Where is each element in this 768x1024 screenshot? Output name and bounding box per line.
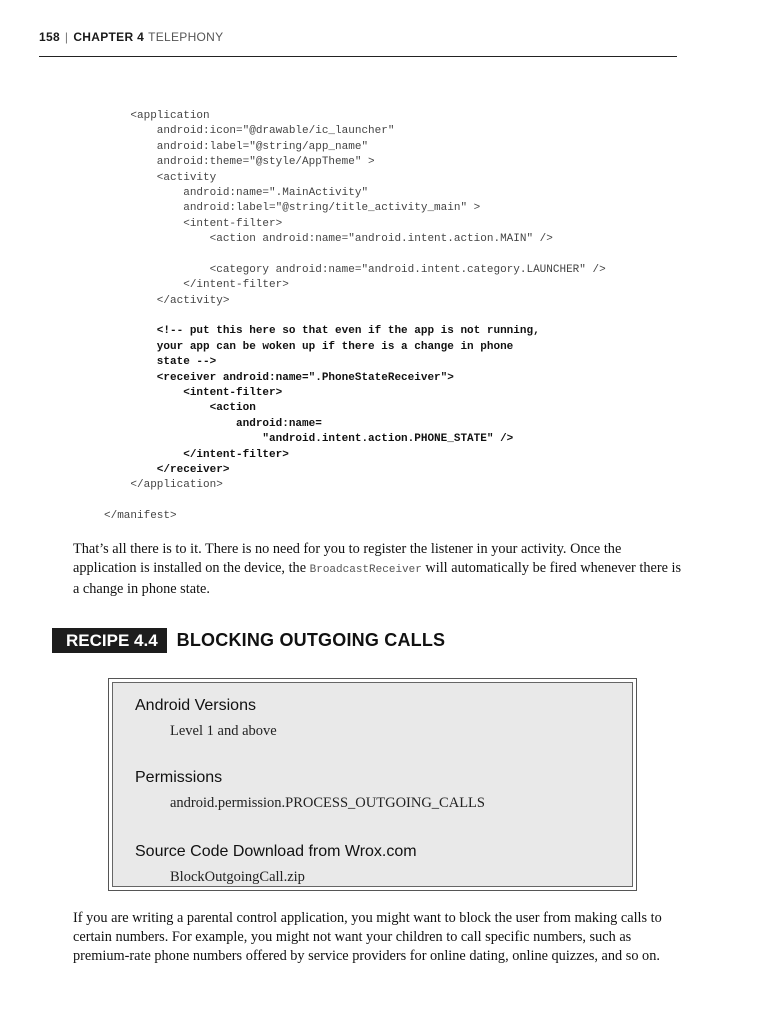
code-line: <category android:name="android.intent.category.LAUNCHER" />	[104, 263, 606, 276]
paragraph-text: will automatically be fired whenever there is a change in phone state.	[73, 560, 682, 597]
code-line: <intent-filter>	[104, 217, 283, 230]
code-line: android:name=	[104, 417, 322, 430]
source-code-label: Source Code Download from Wrox.com	[135, 843, 417, 860]
body-paragraph	[73, 540, 683, 599]
code-line: <activity	[104, 171, 217, 184]
recipe-badge: RECIPE 4.4	[52, 628, 167, 653]
code-line: </intent-filter>	[104, 279, 289, 292]
code-line	[104, 309, 606, 324]
code-line: </intent-filter>	[104, 448, 289, 461]
source-code-value: BlockOutgoingCall.zip	[170, 869, 305, 885]
permissions-value: android.permission.PROCESS_OUTGOING_CALLS	[170, 795, 485, 811]
chapter-label: CHAPTER 4	[73, 30, 145, 44]
recipe-heading	[52, 628, 445, 653]
code-line: <intent-filter>	[104, 387, 283, 400]
code-line: <application	[104, 110, 210, 122]
code-line: "android.intent.action.PHONE_STATE" />	[104, 433, 514, 446]
code-line: </application>	[104, 479, 223, 492]
code-line: <receiver android:name=".PhoneStateReceiver">	[104, 371, 454, 384]
code-line: <action android:name="android.intent.action.MAIN" />	[104, 233, 553, 246]
chapter-name: TELEPHONY	[148, 30, 224, 44]
code-line: </receiver>	[104, 463, 230, 476]
code-line: <!-- put this here so that even if the app is not running,	[104, 325, 540, 338]
code-line	[104, 494, 606, 509]
page-header	[39, 30, 677, 57]
header-separator: |	[64, 30, 69, 44]
body-paragraph-2: If you are writing a parental control application, you might want to block the user from making calls to certain numbers. For example, you might not want your children to call specific numbers, such as premium-rate phone numbers offered by service providers for online dating, online quizzes, and so on.	[73, 910, 662, 964]
code-line: your app can be woken up if there is a change in phone	[104, 340, 514, 353]
recipe-title: BLOCKING OUTGOING CALLS	[176, 630, 446, 650]
code-line	[104, 248, 606, 263]
code-listing	[104, 109, 606, 525]
code-line: android:icon="@drawable/ic_launcher"	[104, 125, 395, 138]
permissions-label: Permissions	[135, 769, 223, 786]
code-line: android:label="@string/title_activity_main" >	[104, 202, 481, 215]
code-line: </activity>	[104, 294, 230, 307]
android-versions-value: Level 1 and above	[170, 723, 277, 739]
code-line: android:theme="@style/AppTheme" >	[104, 156, 375, 169]
android-versions-label: Android Versions	[135, 697, 256, 714]
code-line: android:label="@string/app_name"	[104, 140, 369, 153]
paragraph-text: That’s all there is to it. There is no need for you to register the listener in your activity. Once the application is installed on the device, the	[73, 541, 622, 576]
page-number: 158	[39, 30, 60, 44]
recipe-info-panel	[112, 682, 633, 887]
code-line: <action	[104, 402, 256, 415]
inline-code: BroadcastReceiver	[309, 564, 422, 576]
code-line: state -->	[104, 356, 217, 369]
code-line: </manifest>	[104, 510, 177, 523]
recipe-info-box	[108, 678, 637, 891]
code-line: android:name=".MainActivity"	[104, 186, 369, 199]
